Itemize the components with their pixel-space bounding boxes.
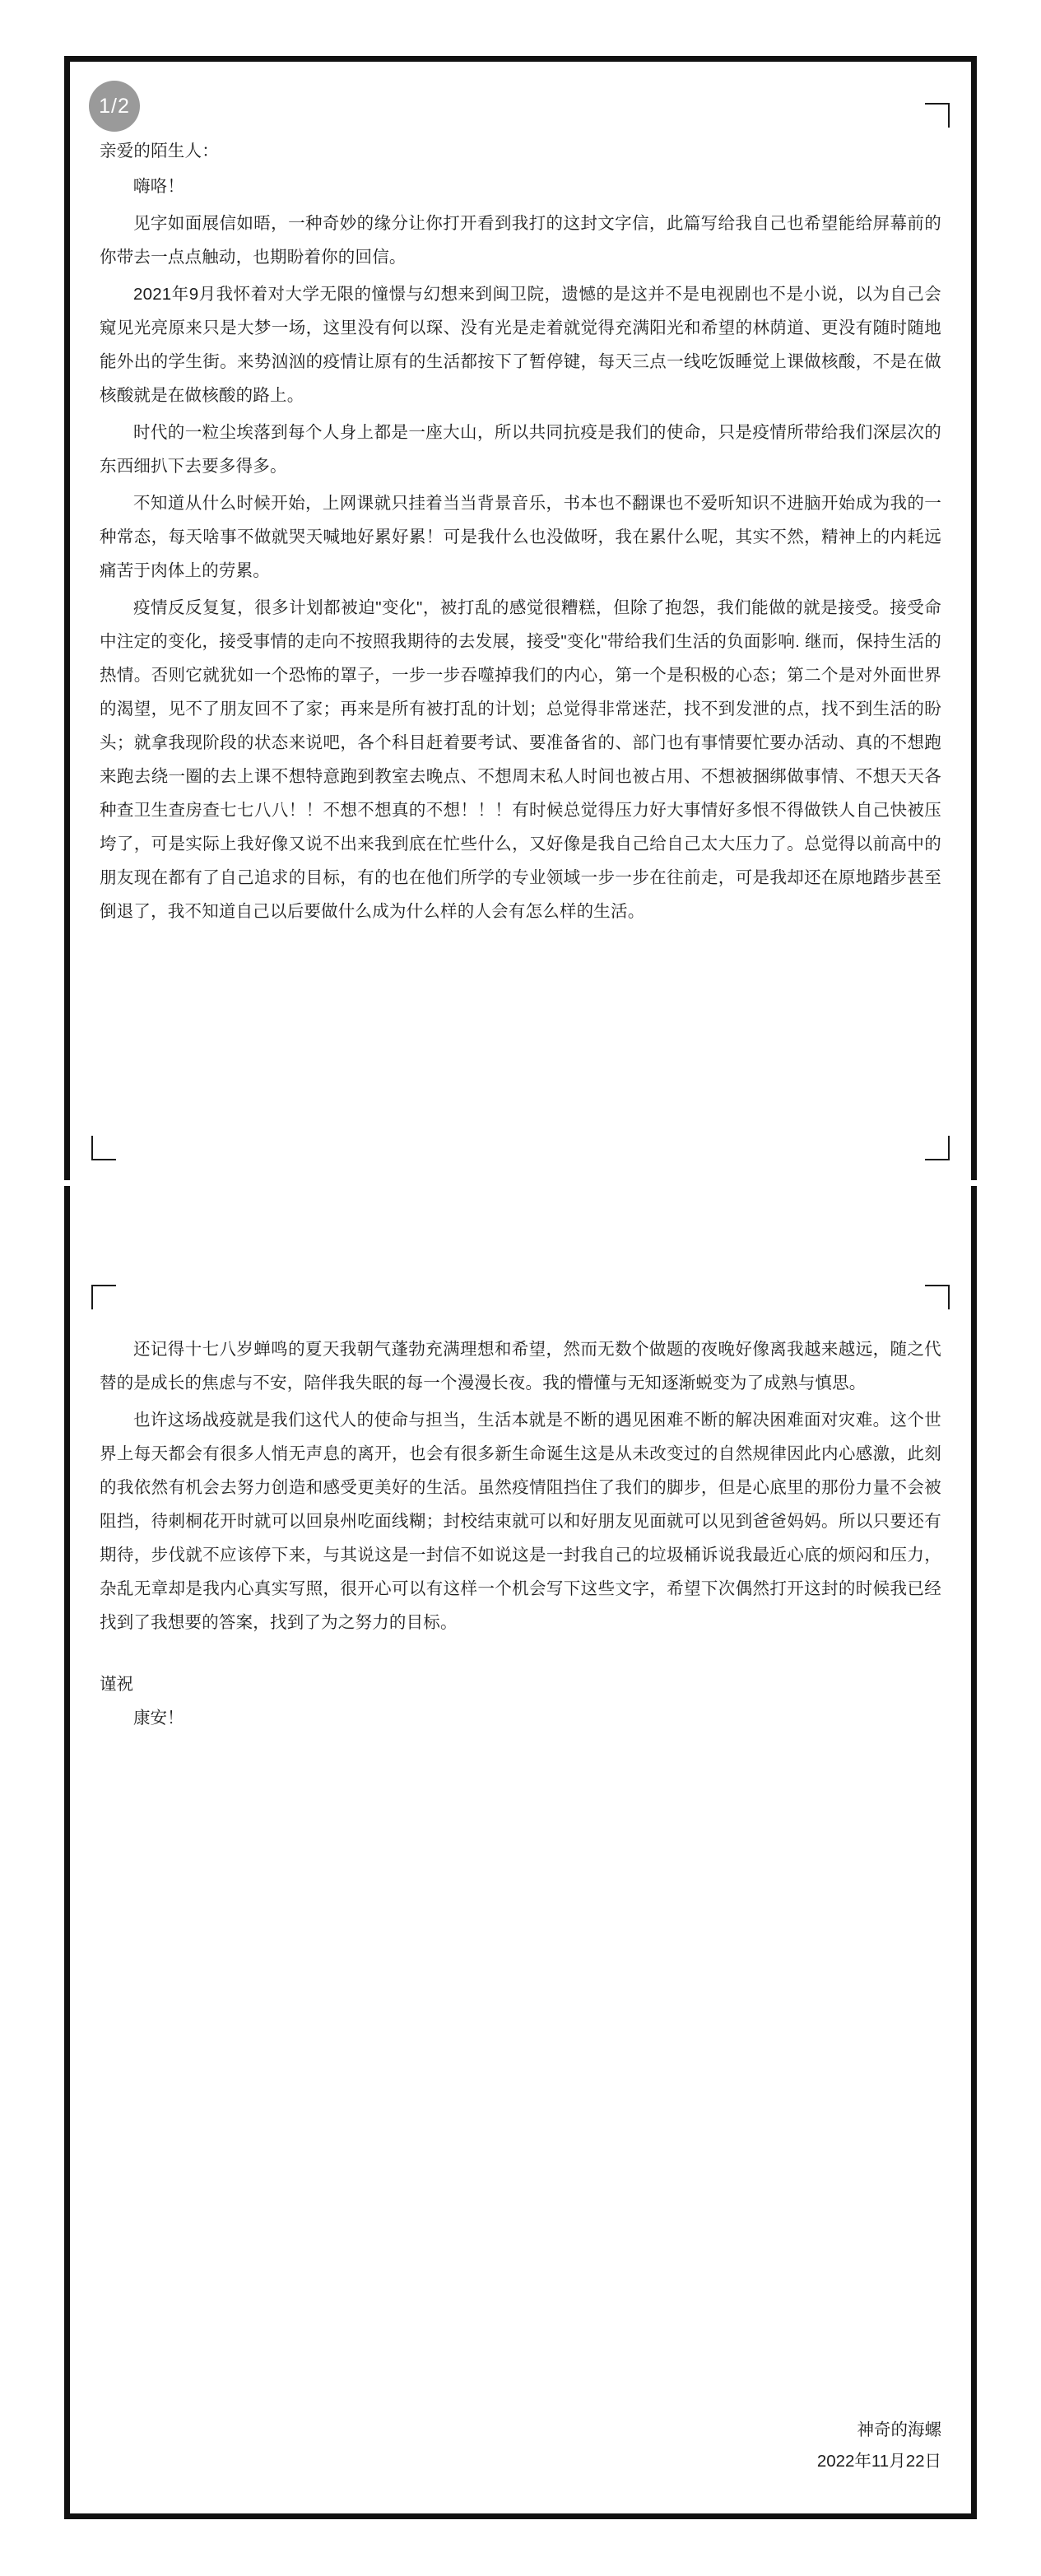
greeting: 嗨咯！ (133, 177, 185, 196)
paragraph: 不知道从什么时候开始，上网课就只挂着当当背景音乐，书本也不翻课也不爱听知识不进脑开始成为我的一种常态，每天啥事不做就哭天喊地好累好累！可是我什么也没做呀，我在累什么呢，其实不然，精神上的内耗远痛苦于肉体上的劳累。 (100, 494, 941, 580)
corner-tick-top-left-icon (91, 1285, 116, 1309)
letter-body-page-2 (100, 1332, 941, 1735)
paragraph: 2021年9月我怀着对大学无限的憧憬与幻想来到闽卫院，遗憾的是这并不是电视剧也不是小说，以为自己会窥见光亮原来只是大梦一场，这里没有何以琛、没有光是走着就觉得充满阳光和希望的林荫道、更没有随时随地能外出的学生街。来势汹汹的疫情让原有的生活都按下了暂停键，每天三点一线吃饭睡觉上课做核酸，不是在做核酸就是在做核酸的路上。 (100, 285, 941, 405)
signature-name: 神奇的海螺 (857, 2420, 941, 2439)
corner-tick-bottom-left-icon (91, 1136, 116, 1160)
closing-label: 谨祝 (100, 1675, 133, 1694)
corner-tick-bottom-right-icon (925, 1136, 950, 1160)
page-indicator-badge: 1/2 (89, 81, 140, 132)
letter-frame-page-2 (64, 1186, 977, 2519)
paragraph: 见字如面展信如晤，一种奇妙的缘分让你打开看到我打的这封文字信，此篇写给我自己也希望能给屏幕前的你带去一点点触动，也期盼着你的回信。 (100, 214, 941, 267)
salutation: 亲爱的陌生人： (100, 142, 219, 160)
closing-block (100, 1667, 941, 1735)
letter-body-page-1 (100, 134, 941, 932)
closing-word: 康安！ (133, 1709, 184, 1727)
corner-tick-top-right-icon (925, 1285, 950, 1309)
paragraph: 也许这场战疫就是我们这代人的使命与担当，生活本就是不断的遇见困难不断的解决困难面对灾难。这个世界上每天都会有很多人悄无声息的离开，也会有很多新生命诞生这是从未改变过的自然规律因此内心感激，此刻的我依然有机会去努力创造和感受更美好的生活。虽然疫情阻挡住了我们的脚步，但是心底里的那份力量不会被阻挡，待刺桐花开时就可以回泉州吃面线糊；封校结束就可以和好朋友见面就可以见到爸爸妈妈。所以只要还有期待，步伐就不应该停下来，与其说这是一封信不如说这是一封我自己的垃圾桶诉说我最近心底的烦闷和压力，杂乱无章却是我内心真实写照，很开心可以有这样一个机会写下这些文字，希望下次偶然打开这封的时候我已经找到了我想要的答案，找到了为之努力的目标。 (100, 1411, 941, 1632)
paragraph: 疫情反反复复，很多计划都被迫"变化"，被打乱的感觉很糟糕，但除了抱怨，我们能做的就是接受。接受命中注定的变化，接受事情的走向不按照我期待的去发展，接受"变化"带给我们生活的负面影响. 继而，保持生活的热情。否则它就犹如一个恐怖的罩子，一步一步吞噬掉我们的内心，第一个是积极的心态；第二个是对外面世界的渴望，见不了朋友回不了家；再来是所有被打乱的计划；总觉得非常迷茫，找不到发泄的点，找不到生活的盼头；就拿我现阶段的状态来说吧，各个科目赶着要考试、要准备省的、部门也有事情要忙要办活动、真的不想跑来跑去绕一圈的去上课不想特意跑到教室去晚点、不想周末私人时间也被占用、不想被捆绑做事情、不想天天各种查卫生查房查七七八八！！不想不想真的不想！！！有时候总觉得压力好大事情好多恨不得做铁人自己快被压垮了，可是实际上我好像又说不出来我到底在忙些什么，又好像是我自己给自己太大压力了。总觉得以前高中的朋友现在都有了自己追求的目标，有的也在他们所学的专业领域一步一步在往前走，可是我却还在原地踏步甚至倒退了，我不知道自己以后要做什么成为什么样的人会有怎么样的生活。 (100, 598, 941, 921)
corner-tick-top-right-icon (925, 103, 950, 128)
letter-frame-page-1 (64, 56, 977, 1186)
signature-block (817, 2415, 941, 2477)
paragraph: 还记得十七八岁蝉鸣的夏天我朝气蓬勃充满理想和希望，然而无数个做题的夜晚好像离我越来越远，随之代替的是成长的焦虑与不安，陪伴我失眠的每一个漫漫长夜。我的懵懂与无知逐渐蜕变为了成熟与慎思。 (100, 1340, 941, 1393)
paragraph: 时代的一粒尘埃落到每个人身上都是一座大山，所以共同抗疫是我们的使命，只是疫情所带给我们深层次的东西细扒下去要多得多。 (100, 423, 941, 476)
signature-date: 2022年11月22日 (816, 2452, 941, 2471)
